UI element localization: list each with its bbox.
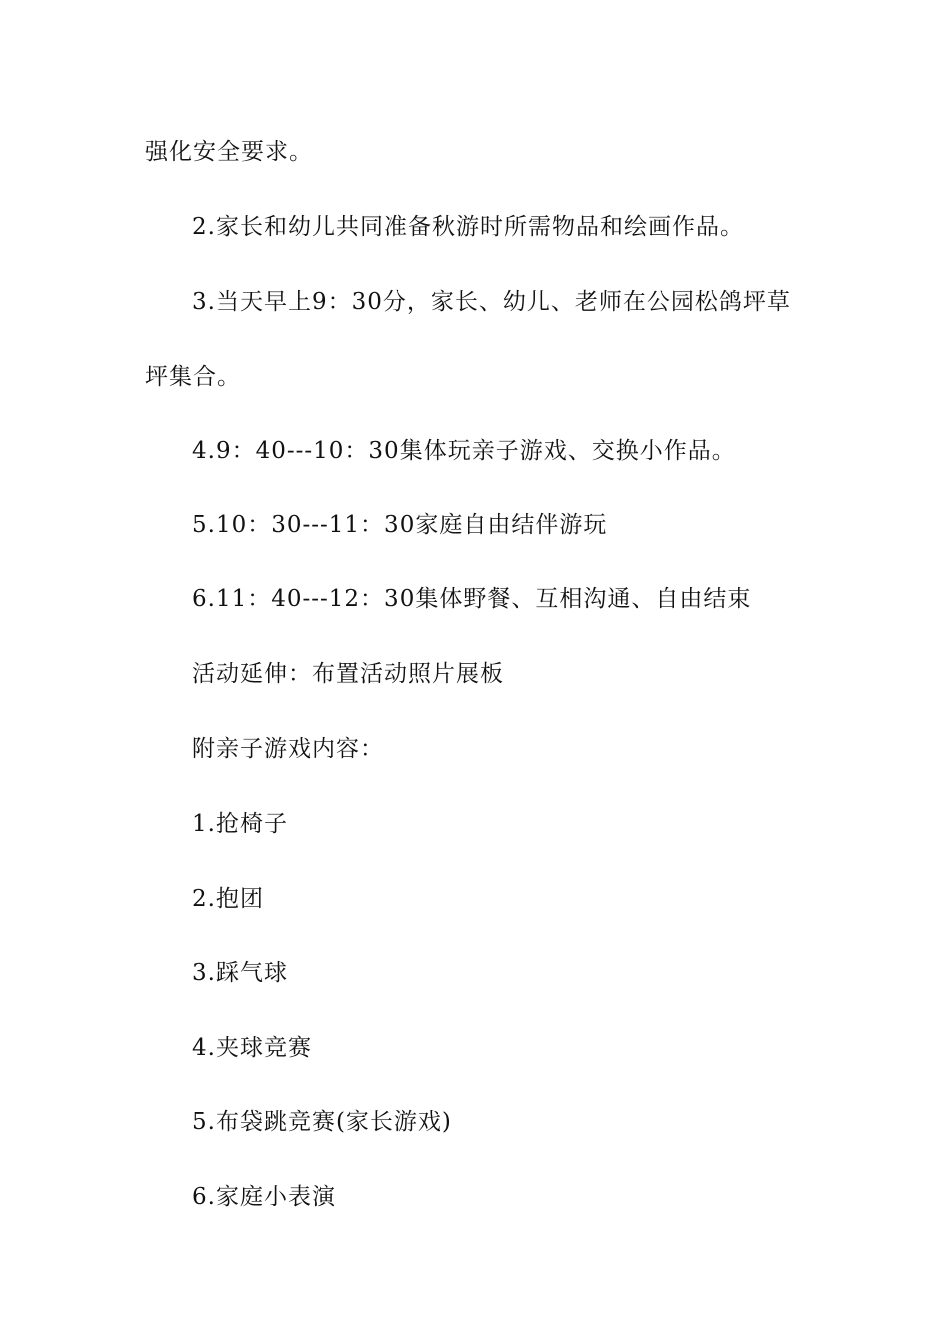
list-item: 2.抱团 — [192, 886, 264, 912]
list-item: 6.家庭小表演 — [192, 1184, 336, 1210]
paragraph-line: 坪集合。 — [145, 364, 241, 390]
section-heading: 附亲子游戏内容： — [192, 736, 384, 762]
list-item: 5.布袋跳竞赛(家长游戏) — [192, 1109, 452, 1135]
paragraph-line: 强化安全要求。 — [145, 139, 313, 165]
section-heading: 活动延伸：布置活动照片展板 — [192, 661, 504, 687]
paragraph-line: 5.10：30---11：30家庭自由结伴游玩 — [192, 512, 608, 538]
paragraph-line: 4.9：40---10：30集体玩亲子游戏、交换小作品。 — [192, 438, 736, 464]
paragraph-line: 2.家长和幼儿共同准备秋游时所需物品和绘画作品。 — [192, 214, 744, 240]
list-item: 3.踩气球 — [192, 960, 288, 986]
paragraph-line: 6.11：40---12：30集体野餐、互相沟通、自由结束 — [192, 586, 752, 612]
list-item: 1.抢椅子 — [192, 811, 288, 837]
paragraph-line: 3.当天早上9：30分，家长、幼儿、老师在公园松鸽坪草 — [192, 289, 791, 315]
list-item: 4.夹球竞赛 — [192, 1035, 312, 1061]
